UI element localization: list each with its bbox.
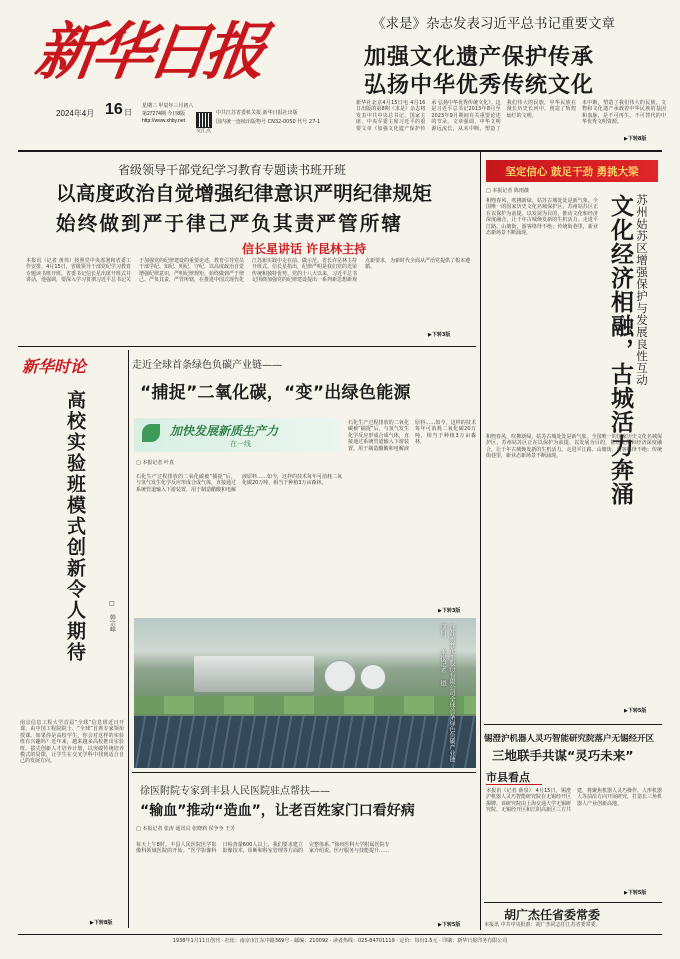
masthead-logo: 新华日报	[30, 15, 266, 88]
new-productivity-banner	[134, 418, 340, 452]
commentary-headline: 高校实验班模式创新令人期待	[64, 390, 86, 663]
top-story	[356, 6, 666, 148]
hospital-story	[132, 774, 476, 930]
top-story-body-right: 未中断，塑造了我们伟大的民族。文物和文化遗产承载着中华民族的基因和血脉，是不可再生、不可替代的中华优秀文明资源。	[582, 100, 666, 126]
commentary-author: □ 韩宗峰	[108, 600, 116, 632]
bottom-headline: 胡广杰任省委常委	[504, 908, 601, 922]
lead-story-byline: 信长星讲话 许昆林主持	[242, 242, 367, 256]
photo-factory-block	[194, 656, 314, 692]
bottom-body: 本报讯 中共中央批准：胡广杰同志任江苏省委常委。	[484, 922, 601, 928]
sidebar-reporter: □ 本报记者 陈雨薇	[486, 188, 529, 194]
sidebar-body-bottom: 和煦春风，吹拂新绿，姑苏古城处处是新气象。全国唯一的国家历史文化名城保护区，苏州姑苏区正在以保护为前提、以发展为目的，推动文化和经济深度融合，让千年古城焕发新的生机活力。走进平江路、山塘街，游客络绎不绝；传统街巷里，新业态新场景不断涌现。	[486, 434, 662, 460]
lead-story	[18, 152, 476, 342]
photo-solar-field	[134, 716, 476, 768]
robot-divider	[484, 724, 662, 725]
robot-feature-tag	[486, 766, 542, 785]
sidebar-more[interactable]: ▶下转5版	[624, 708, 647, 714]
banner-sub: 在一线	[230, 440, 251, 448]
commentary-vdivider	[128, 350, 129, 928]
robot-headline: 三地联手共谋“灵巧未来”	[492, 748, 634, 763]
top-story-headline-1: 加强文化遗产保护传承	[364, 45, 595, 70]
date-unit: 日	[124, 108, 132, 117]
lead-divider	[18, 346, 476, 347]
photo-tank-2	[360, 664, 386, 690]
site[interactable]: http://www.xhby.net	[142, 118, 185, 124]
hospital-reporter: □ 本报记者 张涛 通讯员 张晓莉 侯争争 王芳	[136, 826, 236, 832]
sidebar-body-top: 和煦春风，吹拂新绿，姑苏古城处处是新气象。全国唯一的国家历史文化名城保护区，苏州姑苏区正在以保护为前提、以发展为目的，推动文化和经济深度融合，让千年古城焕发新的生机活力。走进平江路、山塘街，游客络绎不绝；传统街巷里，新业态新场景不断涌现。	[486, 198, 598, 237]
photo-caption: 江苏索普化工股份有限公司全球首条绿色负碳产业链项目。 本报记者 摄	[439, 624, 455, 762]
robot-more[interactable]: ▶下转5版	[624, 890, 647, 896]
hospital-headline: “输血”推动“造血”，让老百姓家门口看好病	[140, 803, 415, 819]
footer-text: 1938年1月11日创刊 · 社址：南京市江东中路369号 · 邮编：210092 · 读者热线：025-84701119 · 定价：每份1.5元 · 印刷：新华日报印务有限公司	[172, 938, 508, 944]
sidebar-story	[484, 152, 664, 720]
date-day: 16	[105, 101, 123, 118]
carbon-body: 石化生产过程排放的二氧化碳被“捕捉”后，与氢气发生化学反应形成合成气体，直接通过系统管道输入下游装置，用于制造醋酸和电解液原料……如今，这样的技术每年可消耗二氧化碳20万吨，相当于种植3万亩森林。	[136, 474, 343, 493]
robot-kicker: 锡澄沪机器人灵巧智能研究院落户无锡经开区	[484, 734, 655, 744]
robot-story	[484, 726, 664, 898]
robot-feature-text: 市县看点	[486, 771, 530, 784]
sidebar-band	[486, 160, 658, 182]
sidebar-vdivider	[480, 152, 481, 930]
carbon-reporter: □ 本报记者 叶真	[136, 460, 174, 466]
top-story-headline-2: 弘扬中华优秀传统文化	[364, 73, 595, 98]
commentary-logo-text: 新华时论	[22, 357, 87, 376]
date-block	[46, 100, 221, 140]
qr-label: 交汇点	[196, 128, 212, 134]
industrial-aerial-photo	[134, 618, 476, 768]
bottom-story	[484, 904, 664, 932]
qr-code	[196, 112, 212, 128]
footer-rule	[18, 934, 662, 935]
photo-field-strip	[134, 696, 476, 714]
carbon-more[interactable]: ▶下转3版	[438, 608, 461, 614]
top-story-more[interactable]: ▶下转8版	[624, 136, 647, 142]
issue: 第27274期 今日8版	[142, 111, 186, 117]
carbon-story	[132, 350, 476, 768]
robot-body: 本报讯（记者 薛泉） 4月15日，锡澄沪机器人灵巧智能研究院在无锡经开区揭牌。该研究院由上海交通大学无锡研究院、无锡经开区和江阴高新区三方共建，将聚焦机器人灵巧操作、人形机器人等前沿方向开展研究，打造长三角机器人产业创新高地。	[486, 788, 663, 814]
carbon-headline: “捕捉”二氧化碳，“变”出绿色能源	[140, 383, 411, 403]
commentary	[18, 350, 126, 928]
publisher-info: 中共江苏省委机关报 新华日报社出版	[216, 110, 298, 116]
weekday: 星期二 甲辰年三月初八	[142, 103, 194, 109]
sidebar-headline-1: 苏州姑苏区增强保护与发展良性互动	[635, 194, 649, 386]
lead-story-headline-1: 以高度政治自觉增强纪律意识严明纪律规矩	[56, 182, 433, 205]
lead-story-more[interactable]: ▶下转3版	[428, 332, 451, 338]
cn-info: 国内统一连续出版物号 CN32-0050 代号 27-1	[216, 119, 321, 125]
top-story-kicker: 《求是》杂志发表习近平总书记重要文章	[372, 16, 615, 32]
lead-story-headline-2: 始终做到严于律己严负其责严管所辖	[56, 212, 404, 235]
carbon-kicker: 走近全球首条绿色负碳产业链——	[132, 360, 282, 371]
date-label: 2024年4月	[56, 109, 95, 118]
commentary-more[interactable]: ▶下转8版	[90, 920, 113, 926]
lead-story-kicker: 省级领导干部党纪学习教育专题读书班开班	[118, 163, 347, 177]
banner-text: 加快发展新质生产力	[170, 424, 279, 438]
bottom-divider	[484, 902, 662, 903]
leaf-icon	[142, 424, 160, 442]
carbon-body-right: 石化生产过程排放的二氧化碳被“捕捉”后，与氢气发生化学反应形成合成气体，直接通过系统管道输入下游装置，用于制造醋酸和电解液原料……如今，这样的技术每年可消耗二氧化碳20万吨，相当于种植3万亩森林。	[348, 420, 476, 452]
top-story-body: 新华社北京4月15日电 4月16日出版的第8期《求是》杂志将发表中共中央总书记、国家主席、中央军委主席习近平的重要文章《加强文化遗产保护传承 弘扬中华优秀传统文化》。这是习近平总书记2013年8月至2023年9月期间有关重要论述的节录。文章强调，中华文明源远流长，从未中断，塑造了我们伟大的民族，中华民族在漫长历史长河中，创造了辉煌灿烂的文明。	[356, 100, 576, 132]
lead-story-body: 本报讯（记者 黄伟）按照党中央部署和省委工作安排，4月15日，省级领导干部党纪学习教育专题读书班开班。省委书记信长星出席开班式并讲话，他强调，要深入学习贯彻习近平总书记关于加强党的纪律建设的重要论述，教育引导党员干部学纪、知纪、明纪、守纪，以高度政治自觉增强纪律意识，严明纪律规矩，始终做到严于律己、严负其责、严管所辖，在推进中国式现代化江苏新实践中走在前、做示范。省长许昆林主持开班式。信长星指出，纪律严明是我们党的光荣传统和独特优势。党的十八大以来，习近平总书记围绕加强党的纪律建设提出一系列新思想新观点新要求，为新时代全面从严治党提供了根本遵循。	[26, 258, 471, 284]
hospital-more[interactable]: ▶下转5版	[438, 922, 461, 928]
photo-tank-1	[324, 660, 356, 692]
hospital-kicker: 徐医附院专家到丰县人民医院驻点帮扶——	[140, 786, 330, 797]
commentary-body: 南京信息工程大学首届“全球”信息班近日开课，由中国工程院院士、“全球”首席专家领衔授课。如果你是高校学生，你会对这样的实验班有兴趣吗？近年来，越来越多高校推出实验班、拔尖创新人才培养计划，以突破传统培养模式的局限，让学生在交叉学科中找到适合自己的发展方向。	[20, 720, 124, 765]
sidebar-headline-2: 文化经济相融，古城活力奔涌	[607, 194, 633, 506]
sidebar-band-text: 坚定信心 鼓足干劲 勇挑大梁	[505, 165, 639, 178]
carbon-divider	[132, 772, 476, 773]
hospital-body: 每天上午8时，丰县人民医院医学影像科领域医院的开始。“医学影像科日检查量600人以上，我们要求建立影像技术、诊断和科室管理等方面的完整体系。”徐州医科大学附属医院专家介绍说。医疗服务与技能提升……	[136, 842, 390, 855]
commentary-logo	[22, 354, 110, 380]
